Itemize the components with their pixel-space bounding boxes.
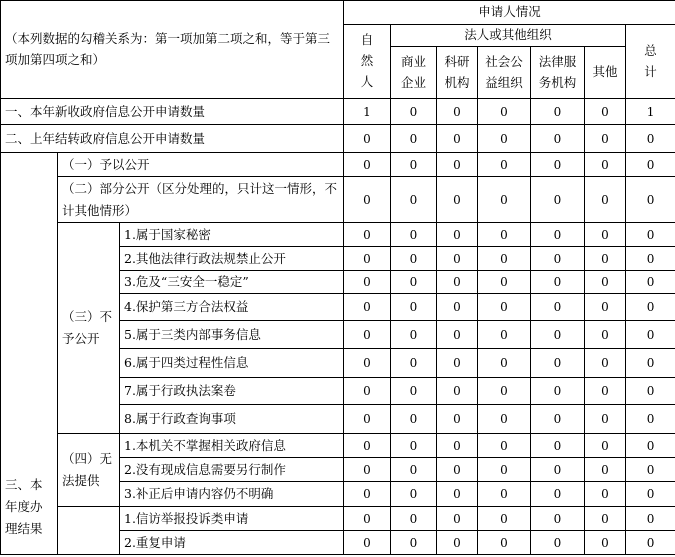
cell-value: 0 [626,378,675,405]
row-label: 6.属于四类过程性信息 [120,349,344,378]
cell-value: 0 [437,531,478,555]
cell-value: 0 [531,349,585,378]
header-legal-person-group: 法人或其他组织 [391,25,626,47]
row-label: 8.属于行政查询事项 [120,405,344,434]
cell-value: 0 [437,378,478,405]
row-label: 二、上年结转政府信息公开申请数量 [1,125,344,153]
row-label: 4.保护第三方合法权益 [120,294,344,321]
cell-value: 0 [531,271,585,294]
cell-value: 0 [626,482,675,507]
cell-value: 0 [391,349,437,378]
cell-value: 0 [437,177,478,223]
cell-value: 0 [391,405,437,434]
table-row [1,223,675,247]
cell-value: 0 [478,99,531,125]
cell-value: 0 [478,271,531,294]
cell-value: 0 [437,125,478,153]
cell-value: 0 [626,271,675,294]
cell-value: 0 [391,482,437,507]
cell-value: 0 [531,153,585,177]
cell-value: 0 [531,405,585,434]
header-legal-service: 法律服务机构 [531,47,585,99]
cell-value: 0 [585,349,626,378]
cell-value: 0 [344,405,391,434]
cell-value: 0 [531,434,585,458]
cell-value: 0 [344,223,391,247]
cell-value: 0 [585,321,626,349]
cell-value: 0 [344,434,391,458]
cell-value: 0 [585,482,626,507]
cell-value: 0 [344,321,391,349]
cell-value: 0 [585,271,626,294]
cell-value: 0 [391,531,437,555]
cell-value: 0 [437,349,478,378]
cell-value: 0 [344,482,391,507]
row-label: 一、本年新收政府信息公开申请数量 [1,99,344,125]
row-label: （一）予以公开 [58,153,344,177]
cell-value: 0 [531,177,585,223]
cell-value: 0 [391,458,437,482]
cell-value: 0 [437,153,478,177]
cell-value: 0 [344,458,391,482]
cell-value: 1 [344,99,391,125]
cell-value: 0 [626,125,675,153]
cell-value: 0 [344,271,391,294]
cell-value: 0 [531,294,585,321]
cell-value: 0 [626,321,675,349]
cell-value: 0 [391,153,437,177]
cell-value: 0 [585,458,626,482]
cell-value: 0 [437,434,478,458]
cell-value: 0 [531,507,585,531]
cell-value: 0 [437,247,478,271]
row-label: 2.重复申请 [120,531,344,555]
cell-value: 0 [626,177,675,223]
cell-value: 0 [531,378,585,405]
row-label: 1.属于国家秘密 [120,223,344,247]
cell-value: 0 [391,434,437,458]
cell-value: 0 [626,223,675,247]
cell-value: 0 [626,531,675,555]
cell-value: 0 [344,507,391,531]
cell-value: 0 [478,458,531,482]
cell-value: 0 [531,247,585,271]
cell-value: 0 [478,294,531,321]
cell-value: 0 [344,349,391,378]
row-label: 1.信访举报投诉类申请 [120,507,344,531]
cell-value: 0 [478,378,531,405]
group4-label: （四）无法提供 [58,434,120,507]
cell-value: 0 [478,247,531,271]
cell-value: 0 [531,223,585,247]
cell-value: 0 [344,378,391,405]
cell-value: 0 [585,434,626,458]
row-label: 3.危及“三安全一稳定” [120,271,344,294]
cell-value: 0 [391,99,437,125]
cell-value: 0 [478,405,531,434]
header-natural-person: 自然人 [344,25,391,99]
cell-value: 0 [585,247,626,271]
cell-value: 0 [437,458,478,482]
header-business: 商业企业 [391,47,437,99]
cell-value: 0 [626,349,675,378]
cell-value: 0 [478,153,531,177]
cell-value: 0 [626,434,675,458]
cell-value: 0 [531,482,585,507]
cell-value: 0 [626,294,675,321]
cell-value: 0 [437,223,478,247]
cell-value: 0 [437,294,478,321]
cell-value: 0 [585,294,626,321]
cell-value: 0 [478,125,531,153]
row-label: 5.属于三类内部事务信息 [120,321,344,349]
cell-value: 0 [391,125,437,153]
cell-value: 1 [626,99,675,125]
header-research: 科研机构 [437,47,478,99]
table-row [1,153,675,177]
cell-value: 0 [391,321,437,349]
cell-value: 0 [585,125,626,153]
cell-value: 0 [478,531,531,555]
row-label: 1.本机关不掌握相关政府信息 [120,434,344,458]
cell-value: 0 [531,458,585,482]
cell-value: 0 [585,223,626,247]
header-note: （本列数据的勾稽关系为：第一项加第二项之和，等于第三项加第四项之和） [1,1,344,99]
cell-value: 0 [478,321,531,349]
header-total: 总计 [626,25,675,99]
header-applicant-situation: 申请人情况 [344,1,675,25]
cell-value: 0 [531,125,585,153]
cell-value: 0 [437,507,478,531]
cell-value: 0 [531,531,585,555]
cell-value: 0 [478,177,531,223]
cell-value: 0 [391,247,437,271]
table-row [1,177,675,223]
cell-value: 0 [391,177,437,223]
group3-label: （三）不予公开 [58,223,120,434]
cell-value: 0 [391,294,437,321]
cell-value: 0 [531,99,585,125]
cell-value: 0 [585,153,626,177]
cell-value: 0 [437,271,478,294]
cell-value: 0 [391,378,437,405]
header-other: 其他 [585,47,626,99]
cell-value: 0 [626,247,675,271]
cell-value: 0 [344,125,391,153]
row-label: 2.其他法律行政法规禁止公开 [120,247,344,271]
cell-value: 0 [478,223,531,247]
cell-value: 0 [344,247,391,271]
cell-value: 0 [437,321,478,349]
cell-value: 0 [344,531,391,555]
cell-value: 0 [344,294,391,321]
cell-value: 0 [391,223,437,247]
cell-value: 0 [626,405,675,434]
row-label: 2.没有现成信息需要另行制作 [120,458,344,482]
section3-label: 三、本年度办理结果 [1,153,58,555]
cell-value: 0 [478,482,531,507]
cell-value: 0 [344,177,391,223]
cell-value: 0 [626,458,675,482]
cell-value: 0 [437,405,478,434]
row-label: 3.补正后申请内容仍不明确 [120,482,344,507]
cell-value: 0 [437,99,478,125]
cell-value: 0 [437,482,478,507]
cell-value: 0 [626,507,675,531]
cell-value: 0 [626,153,675,177]
cell-value: 0 [391,271,437,294]
table-row [1,99,675,125]
cell-value: 0 [585,531,626,555]
cell-value: 0 [478,434,531,458]
cell-value: 0 [391,507,437,531]
cell-value: 0 [478,349,531,378]
cell-value: 0 [585,405,626,434]
cell-value: 0 [585,378,626,405]
header-public-welfare: 社会公益组织 [478,47,531,99]
row-label: 7.属于行政执法案卷 [120,378,344,405]
table-row [1,507,675,531]
table-row [1,434,675,458]
table-row [1,125,675,153]
group5-label [58,507,120,555]
cell-value: 0 [585,177,626,223]
cell-value: 0 [531,321,585,349]
cell-value: 0 [344,153,391,177]
cell-value: 0 [478,507,531,531]
row-label: （二）部分公开（区分处理的，只计这一情形，不计其他情形） [58,177,344,223]
cell-value: 0 [585,99,626,125]
cell-value: 0 [585,507,626,531]
